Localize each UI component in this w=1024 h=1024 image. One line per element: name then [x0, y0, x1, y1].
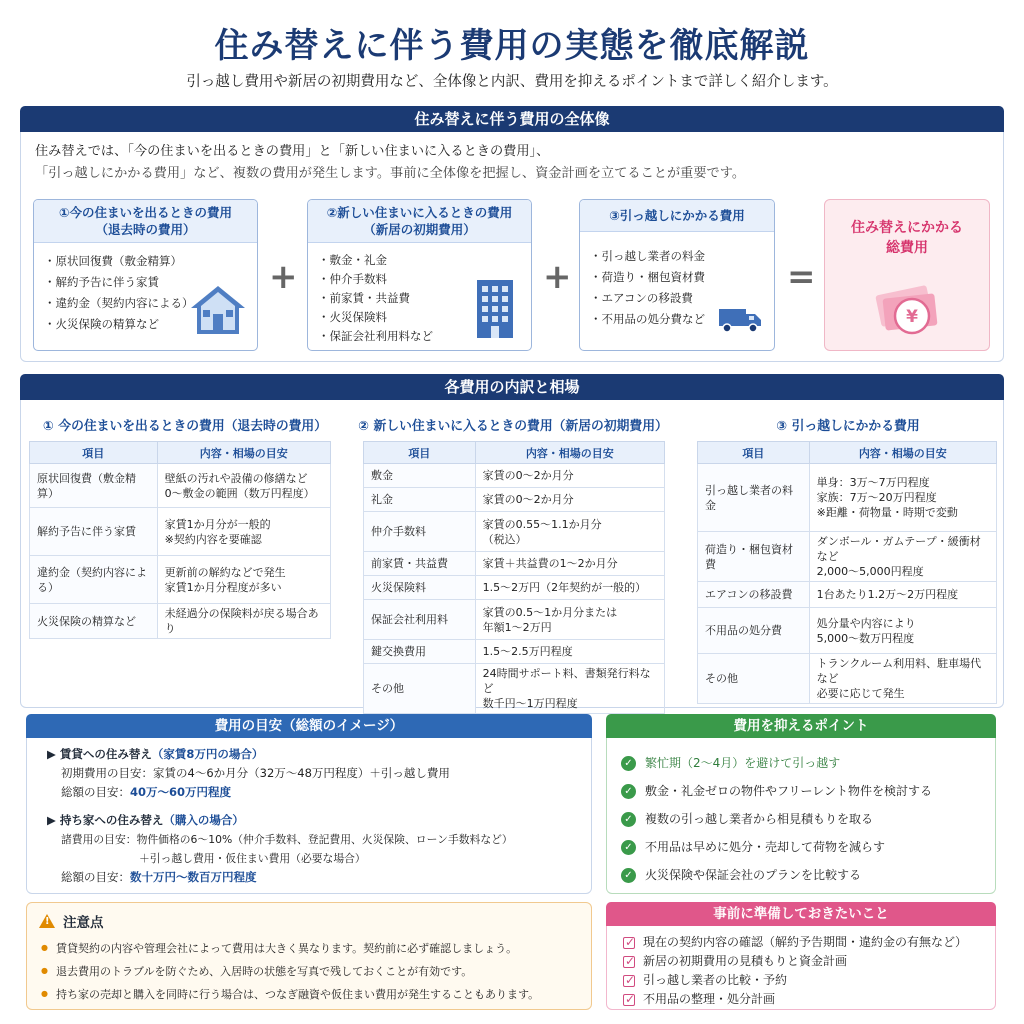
table-cell-item: 保証会社利用料	[364, 600, 476, 640]
table-cell-item: 礼金	[364, 488, 476, 512]
tips-header: 費用を抑えるポイント	[606, 714, 996, 738]
estimate-own-heading: ▶ 持ち家への住み替え（購入の場合）	[47, 813, 244, 827]
table-header-row	[364, 442, 665, 464]
intro-line-2: 「引っ越しにかかる費用」など、複数の費用が発生します。事前に全体像を把握し、資金計画を立てることが重要です。	[35, 166, 746, 181]
table-row	[30, 464, 331, 508]
table-cell-detail: 家賃の0〜2か月分	[475, 464, 664, 488]
list-item: ✓ 現在の契約内容の確認（解約予告期間・違約金の有無など）	[623, 933, 967, 952]
column-header: 内容・相場の目安	[475, 442, 664, 464]
yen-money-icon	[872, 282, 944, 340]
estimate-rent-heading: ▶ 賃貸への住み替え（家賃8万円の場合）	[47, 747, 264, 761]
table-cell-detail: 未経過分の保険料が戻る場合あり	[157, 604, 330, 639]
total-cost-box	[824, 199, 990, 351]
overview-section	[20, 106, 1004, 362]
estimate-own: ▶ 持ち家への住み替え（購入の場合） 諸費用の目安：物件価格の6〜10%（仲介手数料、登記費用、火災保険、ローン手数料など） ＋引っ越し費用・仮住まい費用（必要な場合） 総額の目安：数十万円〜数百万円程度	[47, 813, 513, 884]
list-item: ✓ 火災保険や保証会社のプランを比較する	[621, 861, 932, 889]
list-item: ・ 引っ越し業者の料金	[590, 246, 764, 267]
plus-sign: +	[543, 257, 572, 297]
list-item: ・ 火災保険料	[318, 308, 521, 327]
table-row	[364, 552, 665, 576]
list-item: ・ 仲介手数料	[318, 270, 521, 289]
table-row	[364, 640, 665, 664]
table-cell-item: その他	[698, 654, 810, 704]
equals-sign: =	[787, 257, 816, 297]
intro-line-1: 住み替えでは、「今の住まいを出るときの費用」と「新しい住まいに入るときの費用」、	[35, 144, 550, 159]
prep-header: 事前に準備しておきたいこと	[606, 902, 996, 926]
table-cell-detail: 家賃＋共益費の1〜2か月分	[475, 552, 664, 576]
table-movein	[363, 441, 665, 714]
check-circle-icon: ✓	[621, 784, 636, 799]
svg-text:¥: ¥	[906, 307, 918, 327]
table-row	[30, 556, 331, 604]
table-cell-item: 引っ越し業者の料金	[698, 464, 810, 532]
table-cell-detail: 家賃1か月分が一般的 ※契約内容を要確認	[157, 508, 330, 556]
list-item: ✓ 不用品は早めに処分・売却して荷物を減らす	[621, 833, 932, 861]
list-item: ・ 原状回復費（敷金精算）	[44, 251, 247, 272]
notes-panel	[26, 902, 592, 1010]
table-cell-item: その他	[364, 664, 476, 714]
table-cell-detail: 家賃の0〜2か月分	[475, 488, 664, 512]
list-item: ✓ 複数の引っ越し業者から相見積もりを取る	[621, 805, 932, 833]
notes-title: ! 注意点	[39, 911, 104, 931]
table-cell-item: 原状回復費（敷金精算）	[30, 464, 158, 508]
total-cost-title: 住み替えにかかる 総費用	[851, 220, 963, 256]
table-cell-item: 解約予告に伴う家賃	[30, 508, 158, 556]
cost-box-title: ③引っ越しにかかる費用	[580, 200, 774, 232]
table-cell-detail: 1.5〜2万円（2年契約が一般的）	[475, 576, 664, 600]
prep-list	[623, 933, 967, 1009]
column-header: 内容・相場の目安	[157, 442, 330, 464]
tips-panel	[606, 714, 996, 894]
list-item: ● 賃貸契約の内容や管理会社によって費用は大きく異なります。契約前に必ず確認しましょう。	[41, 937, 539, 960]
table-cell-detail: 家賃の0.5〜1か月分または 年額1〜2万円	[475, 600, 664, 640]
truck-icon	[718, 306, 762, 334]
warning-icon: !	[39, 914, 55, 928]
list-item: ・ 荷造り・梱包資材費	[590, 267, 764, 288]
check-circle-icon: ✓	[621, 840, 636, 855]
column-header: 項目	[364, 442, 476, 464]
table-cell-item: 違約金（契約内容による）	[30, 556, 158, 604]
checkbox-icon	[623, 956, 635, 968]
list-item: ・ 敷金・礼金	[318, 251, 521, 270]
table-row	[364, 488, 665, 512]
table-cell-detail: トランクルーム利用料、駐車場代など 必要に応じて発生	[809, 654, 996, 704]
cost-box-moveout	[33, 199, 258, 351]
estimate-panel	[26, 714, 592, 894]
table-row	[364, 512, 665, 552]
building-icon	[473, 278, 517, 340]
table-title-moveout: ① 今の住まいを出るときの費用（退去時の費用）	[42, 419, 328, 434]
table-cell-detail: 24時間サポート料、書類発行料など 数千円〜1万円程度	[475, 664, 664, 714]
table-cell-detail: 更新前の解約などで発生 家賃1か月分程度が多い	[157, 556, 330, 604]
table-row	[364, 664, 665, 714]
list-item: ・ 不用品の処分費など	[590, 309, 764, 330]
list-item: ・ 解約予告に伴う家賃	[44, 272, 247, 293]
check-circle-icon: ✓	[621, 868, 636, 883]
tips-list	[621, 749, 932, 889]
cost-box-moving	[579, 199, 775, 351]
overview-intro	[35, 141, 745, 185]
column-header: 項目	[30, 442, 158, 464]
table-row	[698, 582, 997, 608]
column-header: 項目	[698, 442, 810, 464]
estimate-own-total: 数十万円〜数百万円程度	[130, 870, 257, 884]
check-circle-icon: ✓	[621, 756, 636, 771]
page-subtitle: 引っ越し費用や新居の初期費用など、全体像と内訳、費用を抑えるポイントまで詳しく紹介します。	[186, 74, 838, 90]
table-row	[30, 604, 331, 639]
estimate-rent: ▶ 賃貸への住み替え（家賃8万円の場合） 初期費用の目安：家賃の4〜6か月分（32万〜48万円程度）＋引っ越し費用 総額の目安：40万〜60万円程度	[47, 747, 450, 799]
table-header-row	[30, 442, 331, 464]
list-item: ・ 前家賃・共益費	[318, 289, 521, 308]
table-cell-item: 火災保険の精算など	[30, 604, 158, 639]
list-item: ✓ 引っ越し業者の比較・予約	[623, 971, 967, 990]
table-moveout	[29, 441, 331, 639]
table-moving	[697, 441, 997, 704]
table-cell-item: 不用品の処分費	[698, 608, 810, 654]
breakdown-header: 各費用の内訳と相場	[20, 374, 1004, 400]
table-row	[364, 600, 665, 640]
table-row	[698, 608, 997, 654]
estimate-rent-total: 40万〜60万円程度	[130, 785, 232, 799]
table-title-movein: ② 新しい住まいに入るときの費用（新居の初期費用）	[358, 419, 668, 434]
table-cell-item: 火災保険料	[364, 576, 476, 600]
prep-panel	[606, 902, 996, 1010]
estimate-header: 費用の目安（総額のイメージ）	[26, 714, 592, 738]
table-title-moving: ③ 引っ越しにかかる費用	[776, 419, 920, 434]
list-item: ✓ 不用品の整理・処分計画	[623, 990, 967, 1009]
table-row	[698, 464, 997, 532]
cost-box-title: ②新しい住まいに入るときの費用 （新居の初期費用）	[308, 200, 531, 243]
table-header-row	[698, 442, 997, 464]
plus-sign: +	[269, 257, 298, 297]
table-cell-detail: 処分量や内容により 5,000〜数万円程度	[809, 608, 996, 654]
cost-box-movein	[307, 199, 532, 351]
table-cell-detail: 1.5〜2.5万円程度	[475, 640, 664, 664]
list-item: ・ 保証会社利用料など	[318, 327, 521, 346]
table-row	[364, 576, 665, 600]
table-cell-item: 鍵交換費用	[364, 640, 476, 664]
check-circle-icon: ✓	[621, 812, 636, 827]
checkbox-icon	[623, 994, 635, 1006]
table-cell-detail: 単身：3万〜7万円程度 家族：7万〜20万円程度 ※距離・荷物量・時期で変動	[809, 464, 996, 532]
table-cell-item: 仲介手数料	[364, 512, 476, 552]
list-item: ✓ 新居の初期費用の見積もりと資金計画	[623, 952, 967, 971]
checkbox-icon	[623, 975, 635, 987]
table-cell-detail: 壁紙の汚れや設備の修繕など 0〜敷金の範囲（数万円程度）	[157, 464, 330, 508]
table-cell-item: エアコンの移設費	[698, 582, 810, 608]
table-cell-detail: ダンボール・ガムテープ・緩衝材など 2,000〜5,000円程度	[809, 532, 996, 582]
checkbox-icon	[623, 937, 635, 949]
page-title: 住み替えに伴う費用の実態を徹底解説	[214, 26, 810, 66]
list-item: ✓ 敷金・礼金ゼロの物件やフリーレント物件を検討する	[621, 777, 932, 805]
notes-list	[41, 937, 539, 1006]
list-item: ・ エアコンの移設費	[590, 288, 764, 309]
table-row	[364, 464, 665, 488]
list-item: ・ 火災保険の精算など	[44, 314, 247, 335]
list-item: ・ 違約金（契約内容による）	[44, 293, 247, 314]
table-cell-detail: 1台あたり1.2万〜2万円程度	[809, 582, 996, 608]
table-cell-item: 敷金	[364, 464, 476, 488]
table-row	[698, 654, 997, 704]
list-item: ● 持ち家の売却と購入を同時に行う場合は、つなぎ融資や仮住まい費用が発生することもあります。	[41, 983, 539, 1006]
column-header: 内容・相場の目安	[809, 442, 996, 464]
breakdown-section	[20, 374, 1004, 708]
table-row	[698, 532, 997, 582]
overview-header: 住み替えに伴う費用の全体像	[20, 106, 1004, 132]
cost-box-title: ①今の住まいを出るときの費用 （退去時の費用）	[34, 200, 257, 243]
table-cell-item: 前家賃・共益費	[364, 552, 476, 576]
list-item: ✓ 繁忙期（2〜4月）を避けて引っ越す	[621, 749, 932, 777]
list-item: ● 退去費用のトラブルを防ぐため、入居時の状態を写真で残しておくことが有効です。	[41, 960, 539, 983]
table-row	[30, 508, 331, 556]
house-icon	[189, 282, 247, 338]
table-cell-item: 荷造り・梱包資材費	[698, 532, 810, 582]
table-cell-detail: 家賃の0.55〜1.1か月分 （税込）	[475, 512, 664, 552]
